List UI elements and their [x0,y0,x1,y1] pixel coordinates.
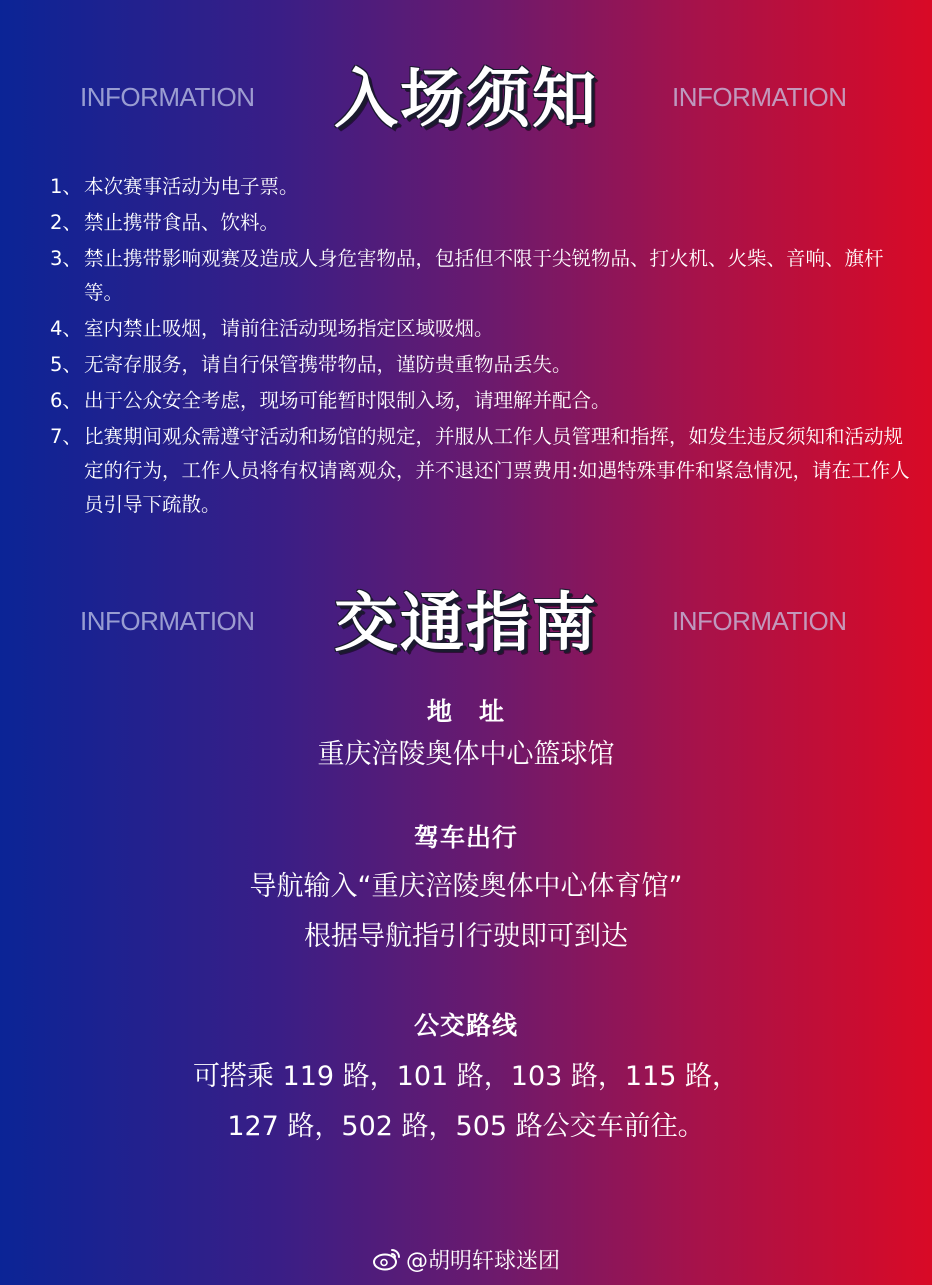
drive-line-1: 导航输入“重庆涪陵奥体中心体育馆” [249,871,683,902]
rule-text: 无寄存服务，请自行保管携带物品，谨防贵重物品丢失。 [84,353,572,376]
watermark [0,1244,932,1277]
address-label: 地 址 [426,697,505,726]
weibo-icon [372,1247,402,1277]
rule-number: 5、 [50,353,82,376]
bus-line-1: 可搭乘 119 路，101 路，103 路，115 路， [192,1061,740,1092]
rule-text: 出于公众安全考虑，现场可能暂时限制入场，请理解并配合。 [84,389,611,412]
rule-item [50,420,910,522]
bus-label: 公交路线 [413,1011,518,1040]
rule-number: 3、 [50,247,82,270]
rule-text: 本次赛事活动为电子票。 [84,175,299,198]
rule-item [50,206,910,240]
watermark-text: @胡明轩球迷团 [405,1249,560,1274]
section2-title: 交通指南 [334,587,598,661]
rule-item [50,242,910,310]
rule-number: 7、 [50,425,82,448]
section1-header [0,60,932,140]
section2-header [0,584,932,664]
drive-line-2: 根据导航指引行驶即可到达 [304,921,628,952]
rule-number: 2、 [50,211,82,234]
section1-title: 入场须知 [334,63,598,137]
rule-number: 6、 [50,389,82,412]
rule-text: 禁止携带影响观赛及造成人身危害物品，包括但不限于尖锐物品、打火机、火柴、音响、旗杆等。 [84,247,884,304]
info-label-left: INFORMATION [80,606,255,636]
drive-label: 驾车出行 [413,823,518,852]
rule-item [50,384,910,418]
rule-number: 4、 [50,317,82,340]
info-label-right: INFORMATION [672,82,847,112]
rule-text: 比赛期间观众需遵守活动和场馆的规定，并服从工作人员管理和指挥，如发生违反须知和活动规定的行为，工作人员将有权请离观众，并不退还门票费用:如遇特殊事件和紧急情况，请在工作人员引导下疏散。 [84,425,910,516]
rule-text: 室内禁止吸烟，请前往活动现场指定区域吸烟。 [84,317,494,340]
rules-list [50,170,910,524]
info-label-left: INFORMATION [80,82,255,112]
rule-item [50,348,910,382]
bus-line-2: 127 路，502 路，505 路公交车前往。 [227,1111,705,1142]
info-label-right: INFORMATION [672,606,847,636]
rule-number: 1、 [50,175,82,198]
rule-text: 禁止携带食品、饮料。 [84,211,280,234]
rule-item [50,170,910,204]
address-text: 重庆涪陵奥体中心篮球馆 [317,739,615,770]
rule-item [50,312,910,346]
